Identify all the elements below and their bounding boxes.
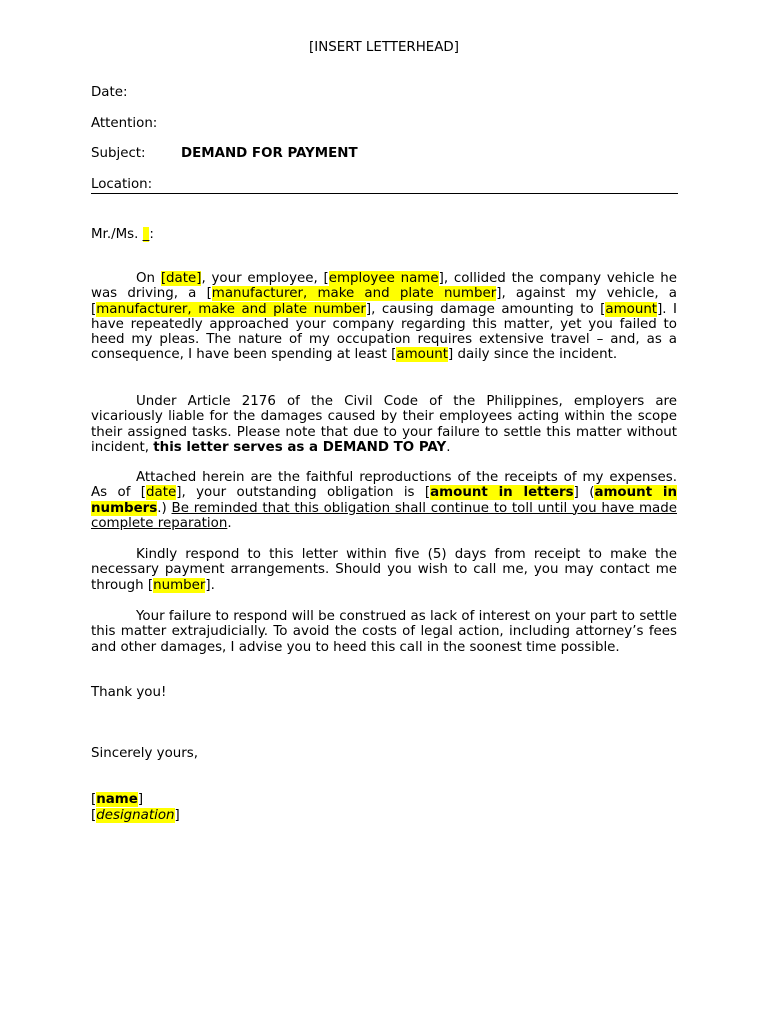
thank-you: Thank you! (91, 685, 167, 700)
demand-statement: this letter serves as a DEMAND TO PAY (153, 439, 447, 455)
paragraph-incident: On [date], your employee, [employee name], collided the company vehicle he was driving, a [manufacturer, make and plate number], against my vehicle, a [manufacturer, make and plate number], causing damage amounting to [amount]. I have repeatedly approached your company regarding this matter, yet you failed to heed my pleas. The nature of my occupation requires extensive travel – and, as a consequence, I have been spending at least [amount] daily since the incident. (91, 271, 678, 363)
placeholder-daily-amount: amount (396, 347, 449, 363)
header-divider (91, 193, 678, 194)
subject-value: DEMAND FOR PAYMENT (181, 146, 358, 161)
placeholder-date: [date] (160, 271, 202, 286)
signature-designation: [designation] (91, 808, 180, 823)
location-label: Location: (91, 177, 153, 192)
placeholder-my-vehicle: manufacturer, make and plate number (96, 301, 366, 317)
placeholder-name: name (96, 792, 138, 807)
paragraph-respond: Kindly respond to this letter within five (5) days from receipt to make the necessary payment arrangements. Should you wish to call me, you may contact me through [number]. (91, 547, 677, 593)
paragraph-liability: Under Article 2176 of the Civil Code of the Philippines, employers are vicariously liable for the damages caused by their employees acting within the scope their assigned tasks. Please note that due to your failure to settle this matter without incident, this letter serves as a DEMAND TO PAY. (91, 394, 677, 455)
paragraph-obligation: Attached herein are the faithful reproductions of the receipts of my expenses. As of [date], your outstanding obligation is [amount in letters] (amount in numbers.) Be reminded that this obligation shall continue to toll until you have made complete reparation. (91, 470, 677, 531)
subject-label: Subject: (91, 146, 146, 161)
placeholder-employee-name: employee name (328, 271, 439, 286)
salutation-blank: _ (142, 227, 150, 242)
letterhead: [INSERT LETTERHEAD] (309, 40, 459, 55)
closing: Sincerely yours, (91, 746, 199, 761)
placeholder-damage-amount: amount (605, 301, 658, 317)
attention-label: Attention: (91, 116, 158, 131)
salutation: Mr./Ms. _: (91, 227, 154, 242)
date-label: Date: (91, 85, 128, 100)
placeholder-company-vehicle: manufacturer, make and plate number (211, 286, 497, 302)
placeholder-designation: designation (96, 808, 175, 823)
placeholder-amount-numbers: amount in numbers (91, 485, 677, 516)
signature-name: [name] (91, 792, 144, 807)
placeholder-as-of-date: date (146, 485, 177, 501)
reparation-notice: Be reminded that this obligation shall continue to toll until you have made complete reparation (91, 500, 677, 531)
placeholder-number: number (153, 577, 206, 593)
placeholder-amount-letters: amount in letters (430, 485, 574, 501)
paragraph-failure: Your failure to respond will be construed as lack of interest on your part to settle this matter extrajudicially. To avoid the costs of legal action, including attorney’s fees and other damages, I advise you to heed this call in the soonest time possible. (91, 609, 677, 655)
